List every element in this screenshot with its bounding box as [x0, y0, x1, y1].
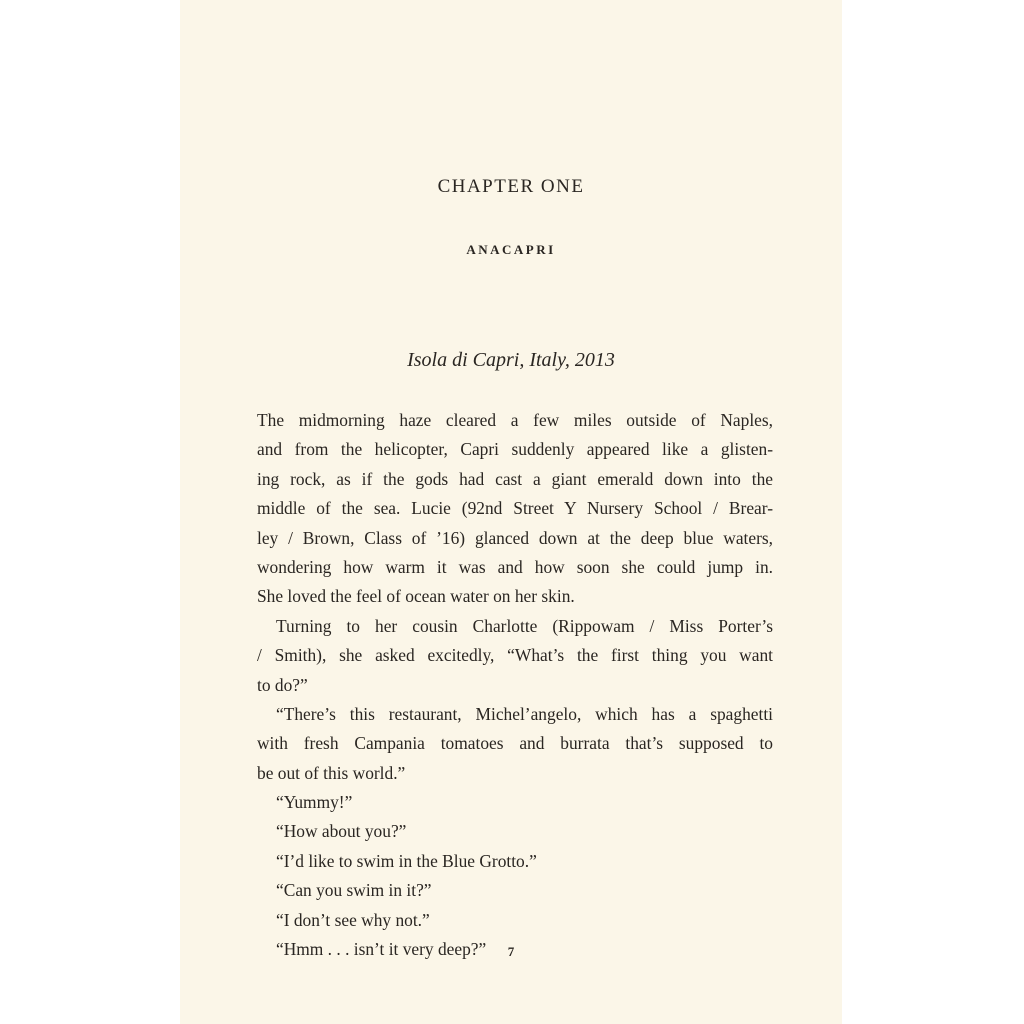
text-line: The midmorning haze cleared a few miles outside of Naples, — [257, 410, 773, 430]
text-line: middle of the sea. Lucie (92nd Street Y Nursery School / Brear- — [257, 498, 773, 519]
text-line: be out of this world.” — [257, 762, 406, 783]
body-text — [257, 406, 773, 964]
book-page — [180, 0, 842, 1024]
text-line: “Hmm . . . isn’t it very deep?” — [276, 939, 487, 960]
chapter-title: CHAPTER ONE — [437, 176, 585, 197]
text-line: “I’d like to swim in the Blue Grotto.” — [276, 850, 537, 871]
text-line: “Can you swim in it?” — [276, 880, 432, 901]
text-line: “Yummy!” — [276, 792, 353, 813]
text-line: She loved the feel of ocean water on her skin. — [257, 586, 575, 607]
text-line: Turning to her cousin Charlotte (Rippowam / Miss Porter’s — [276, 615, 773, 636]
text-line: / Smith), she asked excitedly, “What’s the first thing you want — [257, 645, 773, 666]
text-line: to do?” — [257, 674, 308, 695]
chapter-subtitle: ANACAPRI — [466, 242, 556, 257]
page-number: 7 — [507, 944, 515, 959]
text-line: with fresh Campania tomatoes and burrata that’s supposed to — [257, 733, 773, 754]
text-line: and from the helicopter, Capri suddenly appeared like a glisten- — [257, 439, 773, 460]
place-date-heading: Isola di Capri, Italy, 2013 — [407, 349, 615, 371]
text-line: wondering how warm it was and how soon she could jump in. — [257, 556, 773, 577]
text-line: “I don’t see why not.” — [276, 909, 430, 930]
text-line: “How about you?” — [276, 821, 407, 842]
text-line: ley / Brown, Class of ’16) glanced down at the deep blue waters, — [257, 527, 773, 548]
text-line: “There’s this restaurant, Michel’angelo, which has a spaghetti — [276, 703, 773, 724]
text-line: ing rock, as if the gods had cast a giant emerald down into the — [257, 468, 773, 489]
